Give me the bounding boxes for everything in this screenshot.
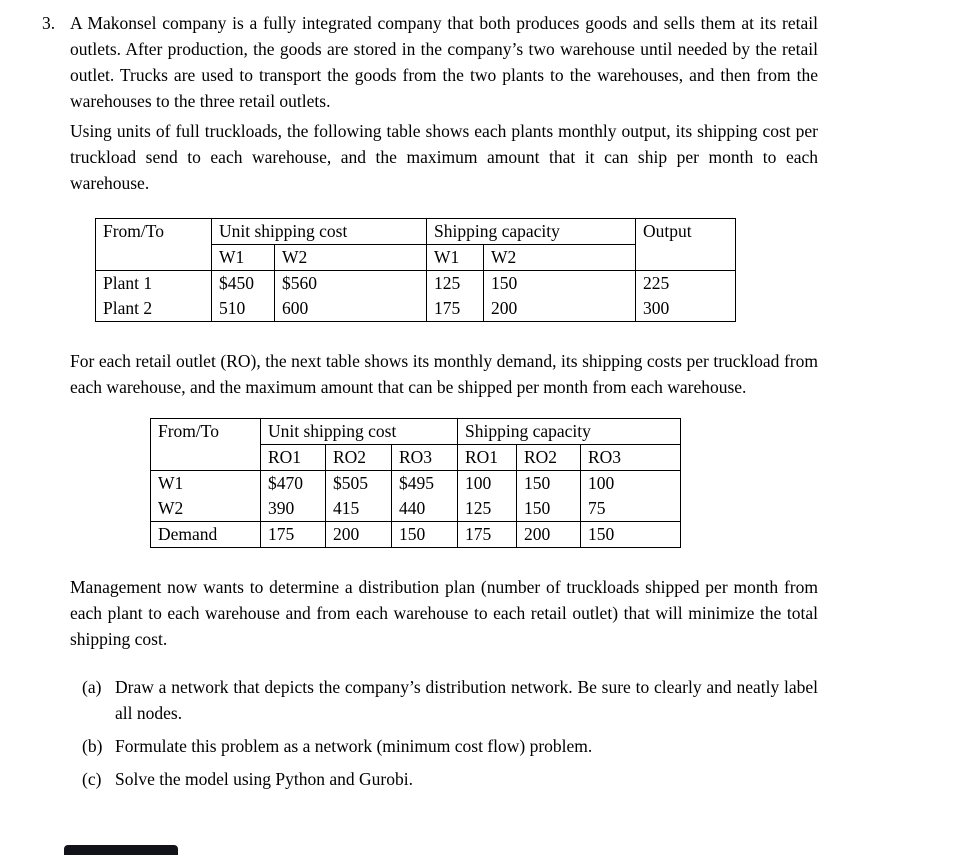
table-cell: 415 <box>326 496 392 522</box>
plant-table-header-row <box>96 219 736 245</box>
taskbar-fragment <box>64 845 178 855</box>
table-cell: $450 <box>212 271 275 297</box>
table-cell: 175 <box>261 522 326 548</box>
table-cell: 300 <box>636 296 736 322</box>
warehouse-table-header-fromto: From/To <box>151 419 261 471</box>
management-paragraph: Management now wants to determine a distribution plan (number of truckloads shipped per month from each plant to each warehouse and from each warehouse to each retail outlet) that will minimize the total shipping cost. <box>70 577 818 649</box>
table-cell: 150 <box>581 522 681 548</box>
table-cell: 175 <box>458 522 517 548</box>
warehouse-table-row-w2 <box>151 496 681 522</box>
plant-table-header-unit-cost: Unit shipping cost <box>212 219 427 245</box>
table-cell: 150 <box>517 471 581 497</box>
intro-paragraph: A Makonsel company is a fully integrated company that both produces goods and sells them at its retail outlets. After production, the goods are stored in the company’s two warehouse until needed by the retail outlet. Trucks are used to transport the goods from the two plants to the warehouses, and then from the warehouses to the three retail outlets. <box>70 13 818 111</box>
plant-table-subheader-w1-cost: W1 <box>212 245 275 271</box>
warehouse-table-subheader-ro2-cap: RO2 <box>517 445 581 471</box>
table-cell: 125 <box>458 496 517 522</box>
problem-number: 3. <box>42 13 56 33</box>
table-cell: 150 <box>392 522 458 548</box>
table-cell: $560 <box>275 271 427 297</box>
table-cell: 100 <box>458 471 517 497</box>
part-item-b <box>82 733 818 759</box>
retail-paragraph: For each retail outlet (RO), the next table shows its monthly demand, its shipping costs per truckload from each warehouse, and the maximum amount that can be shipped per month from each warehouse. <box>70 351 818 397</box>
table-cell: 175 <box>427 296 484 322</box>
plant-table-row-plant2 <box>96 296 736 322</box>
part-label-a: (a) <box>82 677 102 697</box>
problem-parts-list <box>70 674 818 792</box>
part-item-a <box>82 674 818 726</box>
problem-content <box>42 0 818 799</box>
table-cell: 440 <box>392 496 458 522</box>
warehouse-table-subheader-ro3-cost: RO3 <box>392 445 458 471</box>
plant-table-row-plant1 <box>96 271 736 297</box>
table-cell: 75 <box>581 496 681 522</box>
table-cell: 150 <box>484 271 636 297</box>
part-label-b: (b) <box>82 736 103 756</box>
part-label-c: (c) <box>82 769 102 789</box>
warehouse-table-subheader-ro2-cost: RO2 <box>326 445 392 471</box>
plant-table-header-capacity: Shipping capacity <box>427 219 636 245</box>
part-text-a: Draw a network that depicts the company’s distribution network. Be sure to clearly and neatly label all nodes. <box>115 677 818 723</box>
table-cell: 225 <box>636 271 736 297</box>
warehouse-table-row-demand <box>151 522 681 548</box>
table-cell: 150 <box>517 496 581 522</box>
plant-table-header-output: Output <box>636 219 736 271</box>
table-cell: 390 <box>261 496 326 522</box>
row-label: Plant 2 <box>96 296 212 322</box>
part-item-c <box>82 766 818 792</box>
warehouse-table-header-row <box>151 419 681 445</box>
row-label: W1 <box>151 471 261 497</box>
table-cell: 510 <box>212 296 275 322</box>
warehouse-shipping-table <box>150 418 681 548</box>
table-cell: 100 <box>581 471 681 497</box>
plant-table-subheader-w2-cap: W2 <box>484 245 636 271</box>
part-text-b: Formulate this problem as a network (minimum cost flow) problem. <box>115 736 593 756</box>
plant-shipping-table <box>95 218 736 322</box>
warehouse-table-subheader-ro1-cost: RO1 <box>261 445 326 471</box>
warehouse-table-header-capacity: Shipping capacity <box>458 419 681 445</box>
row-label: Plant 1 <box>96 271 212 297</box>
table-cell: $495 <box>392 471 458 497</box>
table-cell: 200 <box>484 296 636 322</box>
table-cell: 200 <box>517 522 581 548</box>
table-cell: 600 <box>275 296 427 322</box>
warehouse-table-header-unit-cost: Unit shipping cost <box>261 419 458 445</box>
row-label: W2 <box>151 496 261 522</box>
warehouse-table-subheader-ro1-cap: RO1 <box>458 445 517 471</box>
plant-table-subheader-w2-cost: W2 <box>275 245 427 271</box>
part-text-c: Solve the model using Python and Gurobi. <box>115 769 413 789</box>
table-cell: $470 <box>261 471 326 497</box>
table-cell: $505 <box>326 471 392 497</box>
table-cell: 125 <box>427 271 484 297</box>
truckloads-paragraph: Using units of full truckloads, the following table shows each plants monthly output, its shipping cost per truckload send to each warehouse, and the maximum amount that it can ship per month to each warehouse. <box>70 121 818 193</box>
table-cell: 200 <box>326 522 392 548</box>
warehouse-table-subheader-ro3-cap: RO3 <box>581 445 681 471</box>
row-label: Demand <box>151 522 261 548</box>
warehouse-table-row-w1 <box>151 471 681 497</box>
plant-table-header-fromto: From/To <box>96 219 212 271</box>
plant-table-subheader-w1-cap: W1 <box>427 245 484 271</box>
